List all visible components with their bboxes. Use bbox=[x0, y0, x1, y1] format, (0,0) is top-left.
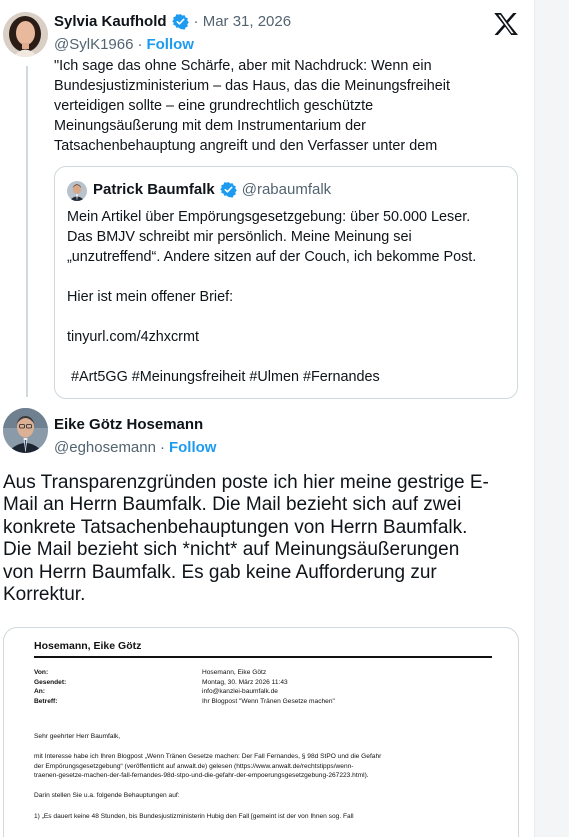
parent-tweet-header bbox=[54, 13, 291, 30]
verified-badge-icon bbox=[172, 13, 189, 30]
paragraph: Darin stellen Sie u.a. folgende Behauptungen auf: bbox=[34, 791, 180, 799]
hashtags[interactable]: #Art5GG #Meinungsfreiheit #Ulmen #Fernandes bbox=[67, 369, 380, 385]
attached-document-image[interactable] bbox=[3, 627, 519, 837]
field-label: Von: bbox=[34, 669, 49, 676]
blank-line bbox=[67, 307, 507, 327]
verified-badge-icon bbox=[220, 181, 237, 198]
tweet-date[interactable]: · Mar 31, 2026 bbox=[193, 13, 292, 30]
reply-author-handle[interactable]: @eghosemann bbox=[54, 439, 156, 456]
salutation: Sehr geehrter Herr Baumfalk, bbox=[34, 733, 121, 741]
paragraph-line: der Empörungsgesetzgebung“ (veröffentlicht auf anwalt.de) gelesen (https://www.anwalt.de/rechtstipps/wenn- bbox=[34, 762, 354, 770]
text-line: „unzutreffend“. Andere sitzen auf der Couch, ich bekomme Post. bbox=[67, 249, 477, 265]
text-line: konkrete Tatsachenbehauptungen von Herrn Baumfalk. bbox=[3, 516, 468, 538]
right-pane bbox=[535, 0, 569, 837]
paragraph bbox=[34, 752, 504, 781]
follow-button[interactable]: Follow bbox=[146, 36, 194, 53]
text-line: Mail an Herrn Baumfalk. Die Mail bezieht sich auf zwei bbox=[3, 494, 462, 516]
text-line: Korrektur. bbox=[3, 584, 86, 606]
thread-line bbox=[26, 66, 28, 397]
x-logo-icon[interactable] bbox=[493, 12, 519, 36]
blank-line bbox=[67, 347, 507, 367]
text-line: Mein Artikel über Empörungsgesetzgebung: über 50.000 Leser. bbox=[67, 209, 471, 225]
reply-tweet-text bbox=[3, 472, 531, 606]
field-value: info@kanzlei-baumfalk.de bbox=[202, 688, 278, 696]
text-line: Bundesjustizministerium – das Haus, das die Meinungsfreiheit bbox=[54, 78, 450, 94]
avatar-eike[interactable] bbox=[3, 408, 48, 453]
header-rule bbox=[34, 656, 492, 658]
reply-handle-row bbox=[54, 439, 216, 456]
text-line: Die Mail bezieht sich *nicht* auf Meinungsäußerungen bbox=[3, 539, 460, 561]
email-field-row bbox=[34, 697, 504, 707]
email-document bbox=[34, 638, 504, 822]
quoted-author-name[interactable]: Patrick Baumfalk bbox=[93, 181, 215, 198]
paragraph-line: traenen-gesetze-machen-der-fall-fernandes-98d-stpo-und-die-gefahr-der-empoerungsgesetzgebung-267223.html). bbox=[34, 772, 369, 780]
field-value: Ihr Blogpost "Wenn Tränen Gesetze machen" bbox=[202, 697, 335, 705]
avatar-patrick[interactable] bbox=[67, 181, 87, 201]
field-value: Montag, 30. März 2026 11:43 bbox=[202, 678, 288, 686]
field-label: Gesendet: bbox=[34, 678, 67, 686]
email-fields bbox=[34, 668, 504, 706]
email-field-row bbox=[34, 668, 504, 678]
quoted-author-handle[interactable]: @rabaumfalk bbox=[241, 181, 332, 198]
text-line: "Ich sage das ohne Schärfe, aber mit Nachdruck: Wenn ein bbox=[54, 58, 432, 74]
text-line: Das BMJV schreibt mir persönlich. Meine Meinung sei bbox=[67, 229, 412, 245]
author-handle[interactable]: @SylK1966 bbox=[54, 36, 134, 53]
email-field-row bbox=[34, 687, 504, 697]
text-line: von Herrn Baumfalk. Es gab keine Aufforderung zur bbox=[3, 561, 437, 583]
letter-intro: Hier ist mein offener Brief: bbox=[67, 289, 234, 305]
blank-line bbox=[67, 267, 507, 287]
separator-dot: · bbox=[159, 439, 165, 456]
text-line: verteidigen sollte – eine grundrechtlich geschützte bbox=[54, 98, 374, 114]
field-label: An: bbox=[34, 688, 45, 696]
quoted-link[interactable]: tinyurl.com/4zhxcrmt bbox=[67, 329, 199, 345]
avatar-sylvia[interactable] bbox=[3, 12, 48, 57]
paragraph-line: mit Interesse habe ich Ihren Blogpost „Wenn Tränen Gesetze machen: Der Fall Fernandes, § 98d StPO und die Gefahr bbox=[34, 752, 382, 760]
text-line: Meinungsäußerung mit dem Instrumentarium der bbox=[54, 118, 366, 134]
quoted-tweet-card[interactable] bbox=[54, 166, 518, 399]
text-line: Tatsachenbehauptung angreift und den Verfasser unter dem bbox=[54, 138, 438, 154]
reply-author-name[interactable]: Eike Götz Hosemann bbox=[54, 416, 204, 433]
quoted-tweet-header bbox=[93, 181, 331, 198]
reply-tweet-header bbox=[54, 416, 203, 433]
field-label: Betreff: bbox=[34, 697, 58, 705]
author-name[interactable]: Sylvia Kaufhold bbox=[54, 13, 167, 30]
follow-button[interactable]: Follow bbox=[168, 439, 217, 456]
quoted-tweet-text bbox=[67, 207, 507, 387]
field-value: Hosemann, Eike Götz bbox=[202, 669, 267, 676]
document-header: Hosemann, Eike Götz bbox=[34, 640, 142, 652]
text-line: Aus Transparenzgründen poste ich hier meine gestrige E- bbox=[3, 472, 489, 493]
parent-tweet-text bbox=[54, 56, 514, 156]
email-field-row bbox=[34, 678, 504, 688]
separator-dot: · bbox=[137, 36, 143, 53]
paragraph: 1) „Es dauert keine 48 Stunden, bis Bundesjustizministerin Hubig den Fall [gemeint ist der von Ihnen sog. Fall bbox=[34, 813, 354, 821]
parent-handle-row bbox=[54, 36, 194, 53]
